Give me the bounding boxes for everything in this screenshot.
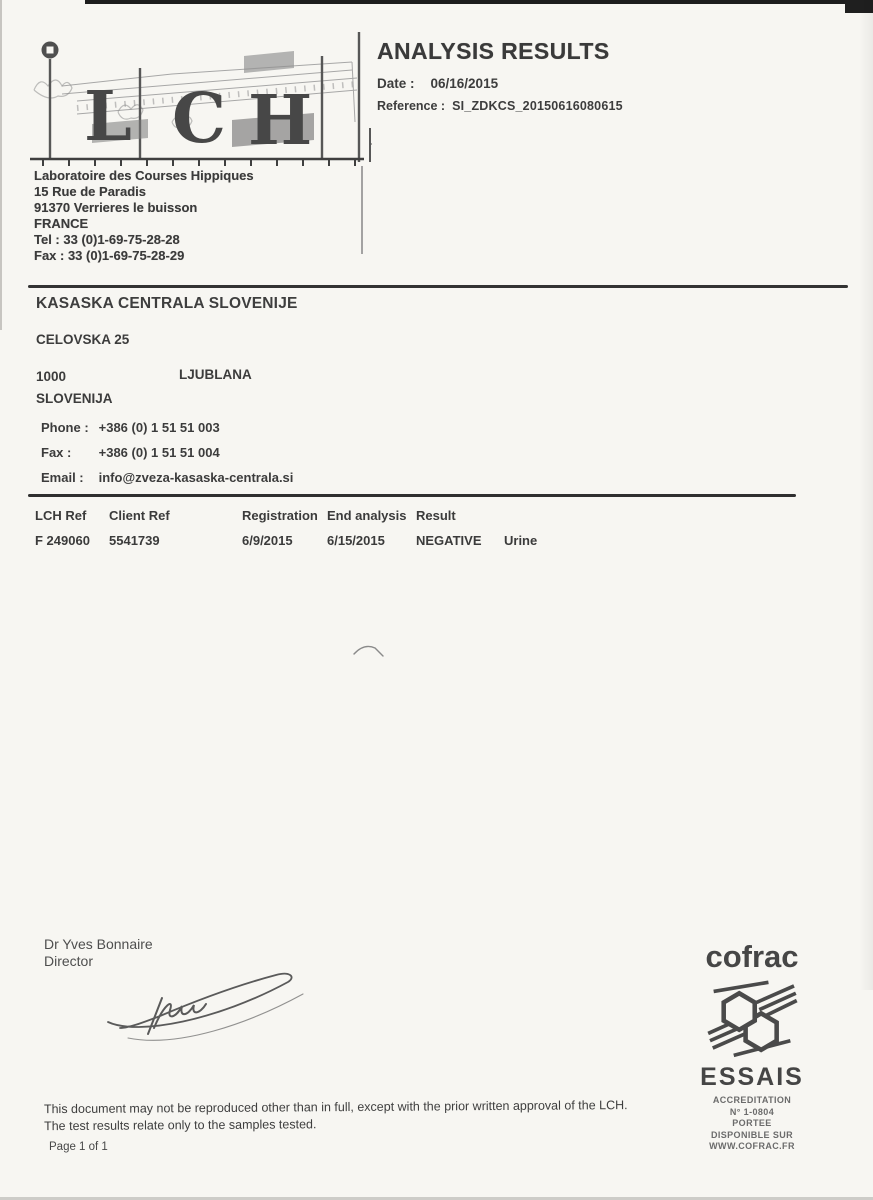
page-indicator: Page 1 of 1	[49, 1141, 108, 1153]
cofrac-hexagons-icon	[704, 975, 800, 1059]
disclaimer-line-1: This document may not be reproduced other than in full, except with the prior written approval of the LCH.	[43, 1098, 628, 1117]
signature-name: Dr Yves Bonnaire	[44, 936, 153, 952]
phone-label: Phone :	[41, 420, 89, 435]
client-name: KASASKA CENTRALA SLOVENIJE	[36, 295, 298, 312]
logo-hanging-line	[361, 166, 363, 254]
lab-fax: Fax : 33 (0)1-69-75-28-29	[34, 247, 185, 263]
separator-line-1	[28, 285, 848, 288]
date-value: 06/16/2015	[430, 76, 499, 91]
reference-label: Reference :	[377, 99, 446, 113]
logo-letter-h: H	[248, 81, 313, 161]
scan-edge-left	[0, 0, 2, 330]
client-country: SLOVENIJA	[36, 391, 113, 406]
reference-value: SI_ZDKCS_20150616080615	[452, 99, 623, 113]
squiggle-mark	[352, 641, 388, 659]
cell-result: NEGATIVE	[416, 533, 482, 548]
lab-name: Laboratoire des Courses Hippiques	[34, 168, 254, 183]
lab-address-block	[34, 168, 254, 263]
lab-tel: Tel : 33 (0)1-69-75-28-28	[34, 231, 180, 247]
email-value: info@zveza-kasaska-centrala.si	[98, 470, 294, 485]
lab-address-line2: 91370 Verrieres le buisson	[34, 199, 198, 215]
lab-address-line1: 15 Rue de Paradis	[34, 183, 146, 199]
client-street: CELOVSKA 25	[36, 332, 130, 347]
cell-registration: 6/9/2015	[242, 533, 293, 548]
fax-label: Fax :	[41, 445, 72, 460]
client-email-row	[41, 470, 293, 485]
email-label: Email :	[41, 470, 84, 485]
scan-edge-right	[859, 0, 873, 990]
accreditation-line: WWW.COFRAC.FR	[709, 1141, 795, 1151]
results-table	[35, 508, 815, 548]
date-label: Date :	[377, 76, 415, 91]
client-postal-code: 1000	[36, 369, 67, 384]
cell-lch-ref: F 249060	[35, 533, 90, 548]
client-phone-row	[41, 420, 220, 435]
page-title: ANALYSIS RESULTS	[377, 38, 610, 64]
lab-country: FRANCE	[34, 215, 89, 231]
col-header-client-ref: Client Ref	[109, 508, 170, 523]
separator-line-2	[28, 494, 796, 497]
reference-row	[377, 99, 623, 113]
cell-sample-type: Urine	[504, 533, 538, 548]
client-city: LJUBLANA	[179, 367, 252, 382]
cofrac-logo-text: cofrac	[705, 939, 799, 974]
accreditation-block	[692, 939, 812, 1153]
signature-mark	[98, 958, 313, 1050]
client-fax-row	[41, 445, 220, 460]
accreditation-line: DISPONIBLE SUR	[710, 1129, 794, 1140]
col-header-result: Result	[416, 508, 456, 523]
logo-letter-l: L	[84, 77, 132, 157]
disclaimer	[44, 1097, 664, 1135]
phone-value: +386 (0) 1 51 51 003	[98, 420, 220, 435]
cell-end-analysis: 6/15/2015	[327, 533, 385, 548]
col-header-end-analysis: End analysis	[327, 508, 407, 523]
scan-edge-top	[85, 0, 873, 4]
table-row	[35, 533, 815, 548]
accreditation-line: N° 1-0804	[729, 1106, 775, 1117]
table-header-row	[35, 508, 815, 523]
accreditation-lines	[692, 1095, 812, 1153]
col-header-registration: Registration	[242, 508, 318, 523]
date-row	[377, 76, 498, 91]
fax-value: +386 (0) 1 51 51 004	[98, 445, 220, 460]
signature-title: Director	[44, 953, 94, 969]
cofrac-essais: ESSAIS	[700, 1063, 804, 1091]
cell-client-ref: 5541739	[109, 533, 160, 548]
lch-logo	[22, 26, 372, 166]
accreditation-line: ACCREDITATION	[712, 1095, 792, 1105]
col-header-lch-ref: LCH Ref	[35, 508, 87, 523]
accreditation-line: PORTEE	[732, 1118, 772, 1128]
logo-letter-c: C	[172, 79, 227, 159]
disclaimer-line-2: The test results relate only to the samples tested.	[44, 1117, 317, 1134]
